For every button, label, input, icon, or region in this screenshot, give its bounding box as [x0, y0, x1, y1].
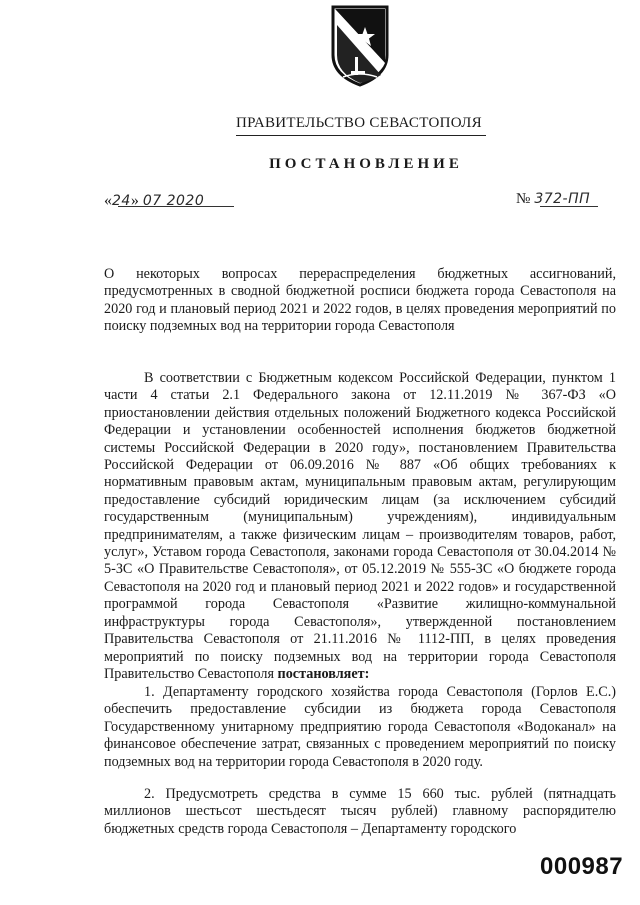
- date-underline: [118, 206, 234, 207]
- resolves-word: постановляет:: [277, 665, 370, 682]
- sheet-number: 000987: [540, 853, 624, 880]
- item-2-paragraph: 2. Предусмотреть средства в сумме 15 660 тыс. рублей (пятнадцать миллионов шестьсот шестьдесят тысяч рублей) главному распорядителю бюджетных средств города Севастополя – Департаменту городского: [104, 786, 616, 837]
- number-sign: №: [516, 191, 531, 207]
- date-day: 24: [112, 193, 131, 209]
- preamble-text: В соответствии с Бюджетным кодексом Российской Федерации, пунктом 1 части 4 статьи 2.1 Федерального закона от 12.11.2019 № 367-ФЗ «О приостановлении действия отдельных положений Бюджетного кодекса Российской Федерации и установлении особенностей исполнения бюджетов бюджетной системы Российской Федерации в 2020 году», постановлением Правительства Российской Федерации от 06.09.2016 № 887 «Об общих требованиях к нормативным правовым актам, муниципальным правовым актам, регулирующим предоставление субсидий юридическим лицам (за исключением субсидий государственным (муниципальным) учреждениям), индивидуальным предпринимателям, а также физическим лицам – производителям товаров, работ, услуг», Уставом города Севастополя, законами города Севастополя от 30.04.2014 № 5-ЗС «О Правительстве Севастополя», от 05.12.2019 № 555-ЗС «О бюджете города Севастополя на 2020 год и плановый период 2021 и 2022 годов» и государственной программой города Севастополя «Развитие жилищно-коммунальной инфраструктуры города Севастополя», утвержденной постановлением Правительства Севастополя от 21.11.2016 № 1112-ПП, в целях проведения мероприятий по поиску подземных вод на территории города Севастополя Правительство Севастополя: [104, 370, 616, 682]
- date-close-quote: »: [130, 192, 139, 209]
- header-divider: [236, 135, 486, 136]
- organization-name: ПРАВИТЕЛЬСТВО СЕВАСТОПОЛЯ: [236, 115, 482, 131]
- document-date: [104, 192, 204, 210]
- item-1-paragraph: 1. Департаменту городского хозяйства города Севастополя (Горлов Е.С.) обеспечить предоставление субсидии из бюджета города Севастополя Государственному унитарному предприятию города Севастополя «Водоканал» на финансовое обеспечение затрат, связанных с проведением мероприятий по поиску подземных вод на территории города Севастополя в 2020 году.: [104, 684, 616, 770]
- number-value: 372-ПП: [534, 191, 591, 207]
- preamble-paragraph: [104, 370, 616, 683]
- date-month-year: 07 2020: [142, 193, 205, 209]
- document-subject: О некоторых вопросах перераспределения бюджетных ассигнований, предусмотренных в сводной бюджетной росписи бюджета города Севастополя на 2020 год и плановый период 2021 и 2022 годов, в целях проведения мероприятий по поиску подземных вод на территории города Севастополя: [104, 266, 616, 335]
- number-underline: [540, 206, 598, 207]
- date-open-quote: «: [104, 192, 112, 209]
- sevastopol-coat-of-arms-icon: [325, 5, 395, 87]
- document-type-title: ПОСТАНОВЛЕНИЕ: [269, 156, 463, 172]
